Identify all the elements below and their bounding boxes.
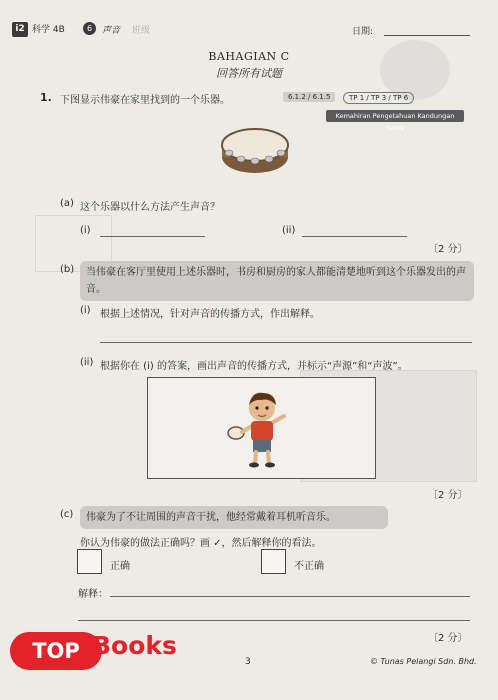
tp-level: TP 1 / TP 3 / TP 6: [343, 92, 414, 104]
part-b-stem: 当伟豪在客厅里使用上述乐器时，书房和厨房的家人都能清楚地听到这个乐器发出的声音。: [80, 261, 474, 301]
part-a-label: (a): [60, 198, 74, 209]
page-number: 3: [245, 657, 251, 667]
tambourine-illustration: [219, 123, 291, 179]
part-c-label: (c): [60, 509, 74, 520]
copyright: © Tunas Pelangi Sdn. Bhd.: [370, 657, 477, 666]
part-a-question: 这个乐器以什么方法产生声音？: [80, 202, 220, 213]
part-b-i-question: 根据上述情况，针对声音的传播方式，作出解释。: [100, 309, 320, 320]
skill-banner: Kemahiran Pengetahuan Kandungan Sains: [326, 110, 464, 122]
part-b-ii-label: (ii): [80, 357, 94, 368]
section-title: BAHAGIAN C: [208, 50, 290, 63]
part-a-i-answer-line[interactable]: [100, 236, 205, 237]
part-a-i-label: (i): [80, 225, 91, 236]
explanation-line-2[interactable]: [78, 620, 470, 621]
part-c-marks: 〔2 分〕: [428, 633, 468, 644]
chapter-title: 声音: [102, 26, 121, 36]
part-c-stem: 伟豪为了不让周围的声音干扰，他经常戴着耳机听音乐。: [80, 506, 388, 529]
part-a-marks: 〔2 分〕: [428, 244, 468, 255]
part-b-i-label: (i): [80, 305, 91, 316]
date-label: 日期:: [352, 27, 374, 37]
incorrect-option-label: 不正确: [294, 561, 324, 572]
part-b-marks: 〔2 分〕: [428, 490, 468, 501]
explanation-line-1[interactable]: [110, 596, 470, 597]
topbooks-logo-books: Books: [92, 631, 177, 660]
section-subtitle: 回答所有试题: [216, 67, 282, 80]
chapter-number: 6: [83, 22, 96, 35]
question-text: 下图显示伟豪在家里找到的一个乐器。: [60, 95, 230, 106]
part-b-label: (b): [60, 264, 75, 275]
explanation-label: 解释：: [78, 589, 108, 600]
question-number: 1.: [40, 91, 52, 104]
boy-with-tambourine-illustration: [222, 388, 298, 468]
topbooks-logo-top: TOP: [10, 632, 102, 670]
date-line[interactable]: [384, 35, 470, 36]
part-b-i-answer-line[interactable]: [100, 342, 472, 343]
part-a-ii-label: (ii): [282, 225, 296, 236]
incorrect-checkbox[interactable]: [261, 549, 286, 574]
standard-code: 6.1.2 / 6.1.5: [283, 92, 335, 102]
class-label: 班级: [132, 26, 151, 36]
correct-option-label: 正确: [110, 561, 130, 572]
part-c-question: 你认为伟豪的做法正确吗？画 ✓，然后解释你的看法。: [80, 538, 322, 549]
part-a-ii-answer-line[interactable]: [302, 236, 407, 237]
publisher-badge: i2: [12, 22, 28, 37]
correct-checkbox[interactable]: [77, 549, 102, 574]
subject-label: 科学 4B: [32, 25, 65, 35]
part-b-ii-question: 根据你在 (i) 的答案，画出声音的传播方式，并标示“声源”和“声波”。: [100, 361, 408, 372]
